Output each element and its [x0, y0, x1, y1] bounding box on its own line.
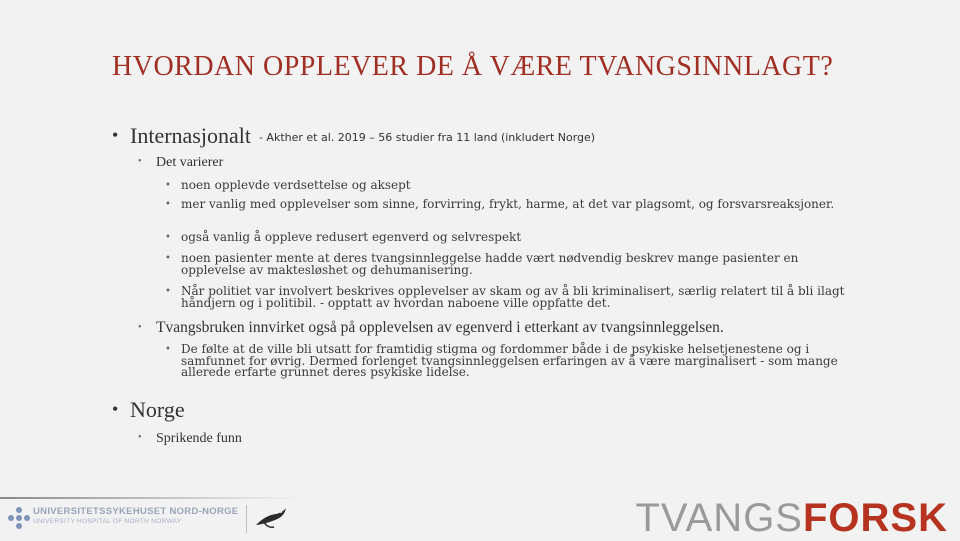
sub-heading-sprikende [138, 431, 242, 447]
bullet-icon: • [138, 156, 142, 167]
bullet-icon: • [165, 180, 171, 191]
slide-title: HVORDAN OPPLEVER DE Å VÆRE TVANGSINNLAGT? [112, 51, 834, 82]
sub-heading-label: Sprikende funn [156, 431, 242, 446]
bird-logo-icon [254, 505, 288, 531]
sub-heading-tvangsbruken [138, 319, 724, 337]
footer-separator [246, 505, 247, 533]
list-item [165, 232, 845, 244]
sub-heading-label: Det varierer [156, 155, 224, 170]
list-item-text: De følte at de ville bli utsatt for framtidig stigma og fordommer både i de psykiske helsetjenestene og i samfunnet for øvrig. Dermed forlenget tvangsinnleggelsen erfaringen av å være marginalisert - som mange allerede erfarte grunnet deres psykiske lidelse. [181, 342, 838, 379]
list-item [165, 199, 845, 211]
list-item-text: mer vanlig med opplevelser som sinne, forvirring, frykt, harme, at det var plagsomt, og forsvarsreaksjoner. [181, 197, 835, 211]
bullet-icon: • [165, 344, 171, 355]
list-item [165, 344, 845, 379]
list-item [165, 180, 845, 192]
list-item-text: også vanlig å oppleve redusert egenverd og selvrespekt [181, 230, 522, 244]
list-item-text: noen opplevde verdsettelse og aksept [181, 178, 411, 192]
bullet-icon: • [112, 399, 119, 419]
list-item-text: noen pasienter mente at deres tvangsinnleggelse hadde vært nødvendig beskrev mange pasienter en opplevelse av maktesløshet og dehumanisering. [181, 251, 799, 277]
tvangsforsk-logo [635, 496, 948, 541]
section-heading-label: Norge [130, 397, 185, 422]
section-heading-internasjonalt [112, 123, 595, 149]
section-note: - Akther et al. 2019 – 56 studier fra 11 land (inkludert Norge) [258, 131, 596, 144]
list-item [165, 286, 845, 309]
bullet-icon: • [112, 125, 119, 145]
bullet-icon: • [165, 286, 171, 297]
section-heading-label: Internasjonalt [130, 123, 251, 148]
sub-heading-varierer [138, 155, 223, 171]
bullet-icon: • [165, 232, 171, 243]
org-subname: UNIVERSITY HOSPITAL OF NORTH NORWAY [33, 518, 182, 525]
bullet-icon: • [165, 253, 171, 264]
brand-light: TVANGS [635, 496, 803, 540]
org-name: UNIVERSITETSSYKEHUSET NORD-NORGE [33, 506, 239, 517]
bullet-icon: • [165, 199, 171, 210]
bullet-icon: • [138, 432, 142, 443]
brand-bold: FORSK [803, 496, 948, 540]
bullet-icon: • [138, 322, 142, 333]
list-item [165, 253, 845, 276]
footer-divider [0, 497, 300, 499]
list-item-text: Når politiet var involvert beskrives opplevelser av skam og av å bli kriminalisert, særlig relatert til å bli ilagt håndjern og i politibil. - opptatt av hvordan naboene ville oppfatte det. [181, 284, 845, 310]
unn-logo-icon [8, 507, 30, 529]
footer [0, 497, 960, 540]
section-heading-norge [112, 397, 185, 423]
sub-heading-label: Tvangsbruken innvirket også på opplevelsen av egenverd i etterkant av tvangsinnleggelsen. [156, 319, 724, 336]
